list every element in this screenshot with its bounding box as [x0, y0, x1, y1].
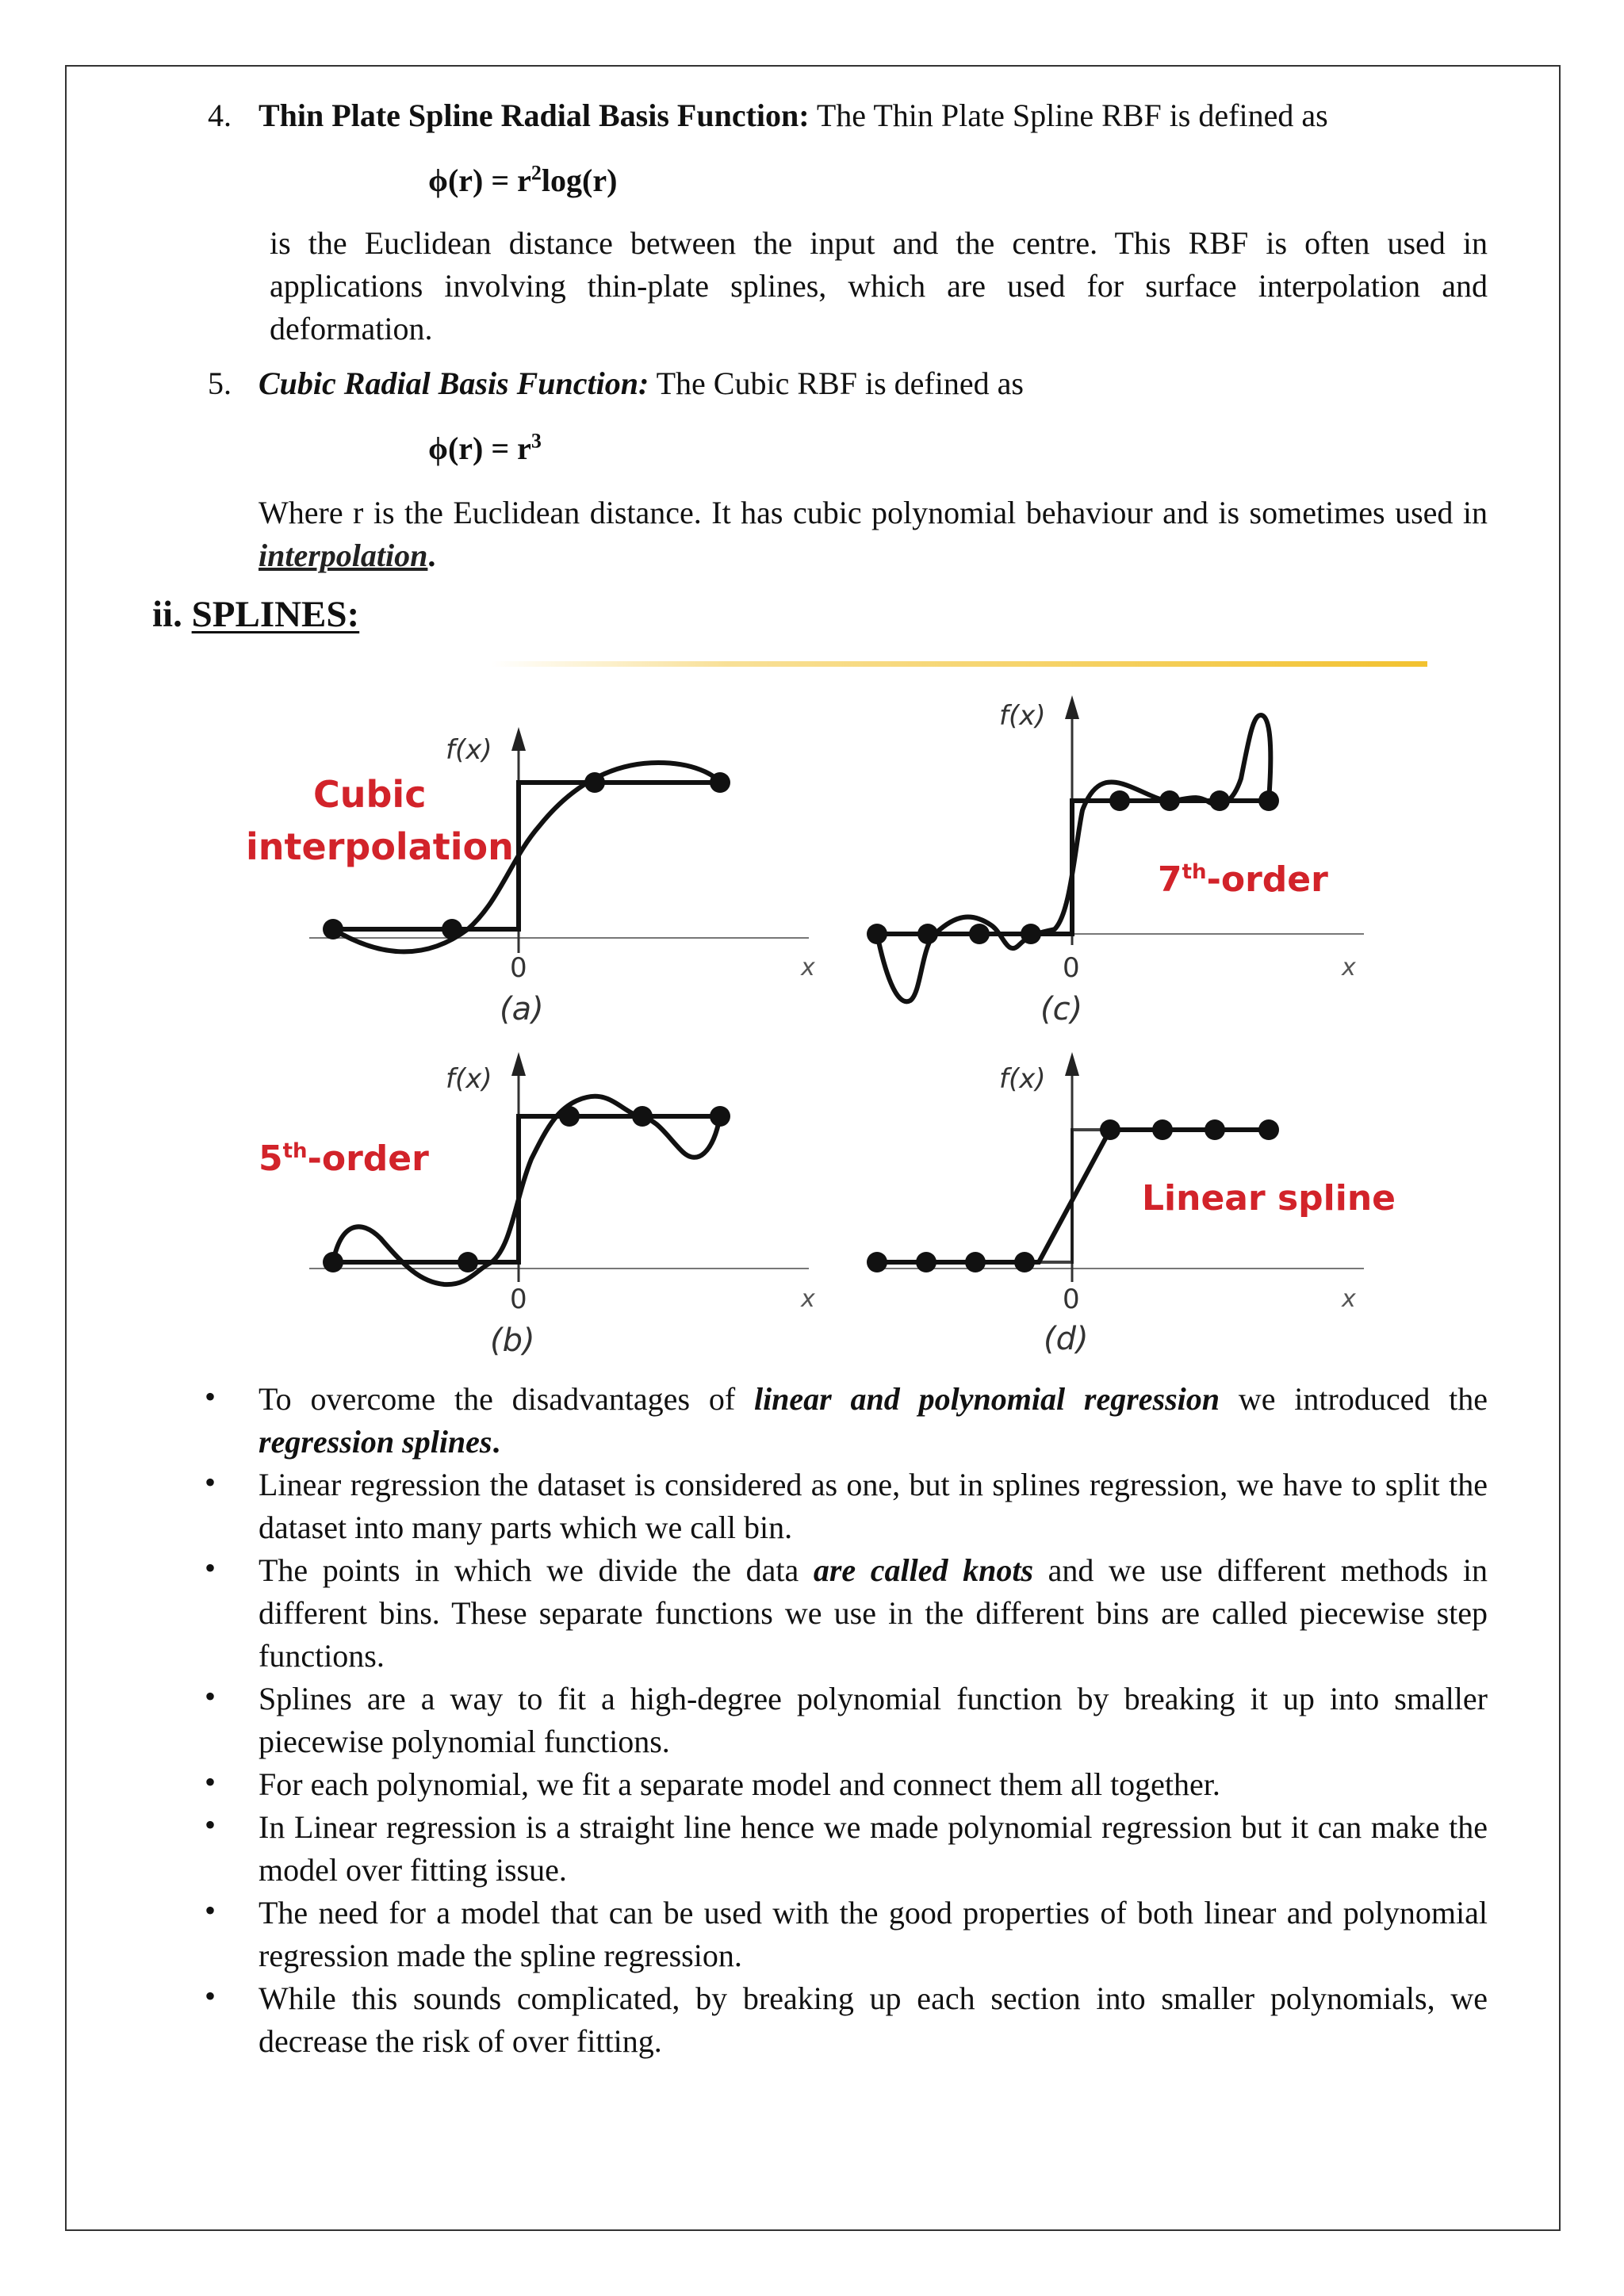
bullet-symbol: • — [205, 1379, 216, 1414]
formula-thin-plate — [428, 162, 617, 199]
bullet-symbol: • — [205, 1764, 216, 1800]
knot-point — [916, 1252, 936, 1272]
knot-point — [965, 1252, 986, 1272]
knot-point — [1209, 790, 1230, 811]
splines-figure — [238, 660, 1427, 1357]
formula-rhs: log(r) — [541, 163, 618, 198]
list-item: Splines are a way to fit a high-degree polynomial function by breaking it up into smaller piecewise polynomial functions. — [259, 1681, 1488, 1759]
knot-point — [1152, 1119, 1173, 1140]
label-sup: th — [282, 1139, 308, 1163]
caption-b: (b) — [490, 1322, 535, 1357]
zero-label: 0 — [1063, 1284, 1080, 1315]
keyword: linear and polynomial regression — [753, 1381, 1220, 1417]
knot-point — [867, 1252, 887, 1272]
item-5-title: Cubic Radial Basis Function: — [259, 365, 649, 401]
list-item — [259, 1378, 1488, 1464]
label-line-2: interpolation — [246, 825, 514, 868]
x-label: x — [1342, 954, 1356, 982]
formula-lhs: ϕ(r) = r — [428, 430, 531, 466]
item-4-title: Thin Plate Spline Radial Basis Function: — [259, 98, 810, 133]
label-rest: -order — [1206, 859, 1328, 900]
knot-point — [917, 924, 938, 944]
item-4-intro: The Thin Plate Spline RBF is defined as — [809, 98, 1328, 133]
knot-point — [1021, 924, 1041, 944]
formula-exponent: 2 — [530, 161, 542, 185]
item-5-description — [259, 492, 1488, 577]
bullet-symbol: • — [205, 1892, 216, 1928]
panel-c — [867, 700, 1364, 1027]
x-label: x — [1342, 1285, 1356, 1313]
x-label: x — [801, 1285, 815, 1313]
list-item: For each polynomial, we fit a separate model and connect them all together. — [259, 1766, 1220, 1802]
knot-point — [584, 772, 605, 793]
knot-point — [1205, 1119, 1225, 1140]
knot-point — [1100, 1119, 1120, 1140]
label-linear-spline: Linear spline — [1142, 1178, 1396, 1219]
caption-d: (d) — [1044, 1321, 1089, 1357]
bullet-symbol: • — [205, 1978, 216, 2014]
bullet-symbol: • — [205, 1807, 216, 1843]
item-4-heading — [259, 97, 1496, 134]
knot-point — [323, 1252, 343, 1272]
item-5-intro: The Cubic RBF is defined as — [649, 365, 1024, 401]
fx-label: f(x) — [446, 734, 492, 766]
keyword: are called knots — [813, 1552, 1034, 1588]
knot-point — [969, 924, 990, 944]
label-rest: -order — [307, 1138, 429, 1179]
section-title: SPLINES: — [191, 594, 360, 635]
x-label: x — [801, 954, 815, 982]
knot-point — [323, 919, 343, 939]
bullet-symbol: • — [205, 1550, 216, 1586]
bullet-text: we introduced the — [1220, 1381, 1488, 1417]
bullet-symbol: • — [205, 1464, 216, 1500]
interpolation-link[interactable]: interpolation — [259, 538, 428, 573]
list-item: In Linear regression is a straight line hence we made polynomial regression but it can make the model over fitting issue. — [259, 1809, 1488, 1888]
knot-point — [1258, 790, 1279, 811]
section-heading — [152, 593, 359, 636]
section-number: ii. — [152, 594, 182, 635]
bullet-text: To overcome the disadvantages of — [259, 1381, 754, 1417]
label-number: 5 — [259, 1138, 283, 1179]
knot-point — [632, 1106, 653, 1127]
list-item: While this sounds complicated, by breaking up each section into smaller polynomials, we decrease the risk of over fitting. — [259, 1980, 1488, 2059]
fx-label: f(x) — [999, 1063, 1046, 1095]
panel-a — [246, 734, 815, 1027]
zero-label: 0 — [1063, 952, 1080, 984]
knot-point — [1109, 790, 1130, 811]
list-item — [259, 1549, 1488, 1678]
list-item: Linear regression the dataset is considered as one, but in splines regression, we have to split the dataset into many parts which we call bin. — [259, 1467, 1488, 1545]
knot-point — [1014, 1252, 1035, 1272]
item-5-description-text: Where r is the Euclidean distance. It has cubic polynomial behaviour and is sometimes used in — [259, 495, 1488, 530]
item-5-heading — [259, 365, 1496, 402]
label-sup: th — [1182, 860, 1207, 884]
item-5-description-end: . — [427, 538, 436, 573]
knot-point — [458, 1252, 478, 1272]
knot-point — [1258, 1119, 1279, 1140]
fifth-order-curve — [333, 1096, 720, 1284]
zero-label: 0 — [510, 1284, 527, 1315]
label-number: 7 — [1158, 859, 1182, 900]
bullet-text: and we use different methods in different bins. These separate functions we use in the different bins are called piecewise step functions. — [259, 1552, 1488, 1674]
zero-label: 0 — [510, 952, 527, 984]
knot-point — [559, 1106, 580, 1127]
formula-lhs: ϕ(r) = r — [428, 163, 531, 198]
knot-point — [867, 924, 887, 944]
caption-c: (c) — [1040, 991, 1083, 1027]
knot-point — [1159, 790, 1180, 811]
list-item: The need for a model that can be used with the good properties of both linear and polynomial regression made the spline regression. — [259, 1895, 1488, 1973]
item-4-description: is the Euclidean distance between the input and the centre. This RBF is often used in applications involving thin-plate splines, which are used for surface interpolation and deformation. — [270, 225, 1488, 346]
bullet-end: . — [492, 1424, 500, 1460]
bullet-text: The points in which we divide the data — [259, 1552, 814, 1588]
fx-label: f(x) — [999, 700, 1046, 732]
keyword: regression splines — [259, 1424, 492, 1460]
fx-label: f(x) — [446, 1063, 492, 1095]
label-line-1: Cubic — [313, 773, 427, 816]
caption-a: (a) — [500, 991, 544, 1027]
panel-b — [259, 1063, 815, 1357]
accent-bar — [492, 661, 1427, 667]
panel-d — [867, 1063, 1396, 1357]
bullet-symbol: • — [205, 1678, 216, 1714]
label-cubic — [246, 773, 514, 868]
label-7th-order — [1158, 859, 1328, 900]
knot-point — [710, 1106, 730, 1127]
formula-cubic — [428, 430, 542, 467]
knot-point — [710, 772, 730, 793]
label-5th-order — [259, 1138, 429, 1179]
item-number-4: 4. — [208, 98, 232, 133]
formula-exponent: 3 — [530, 429, 542, 453]
item-number-5: 5. — [208, 365, 232, 401]
knot-point — [442, 919, 462, 939]
